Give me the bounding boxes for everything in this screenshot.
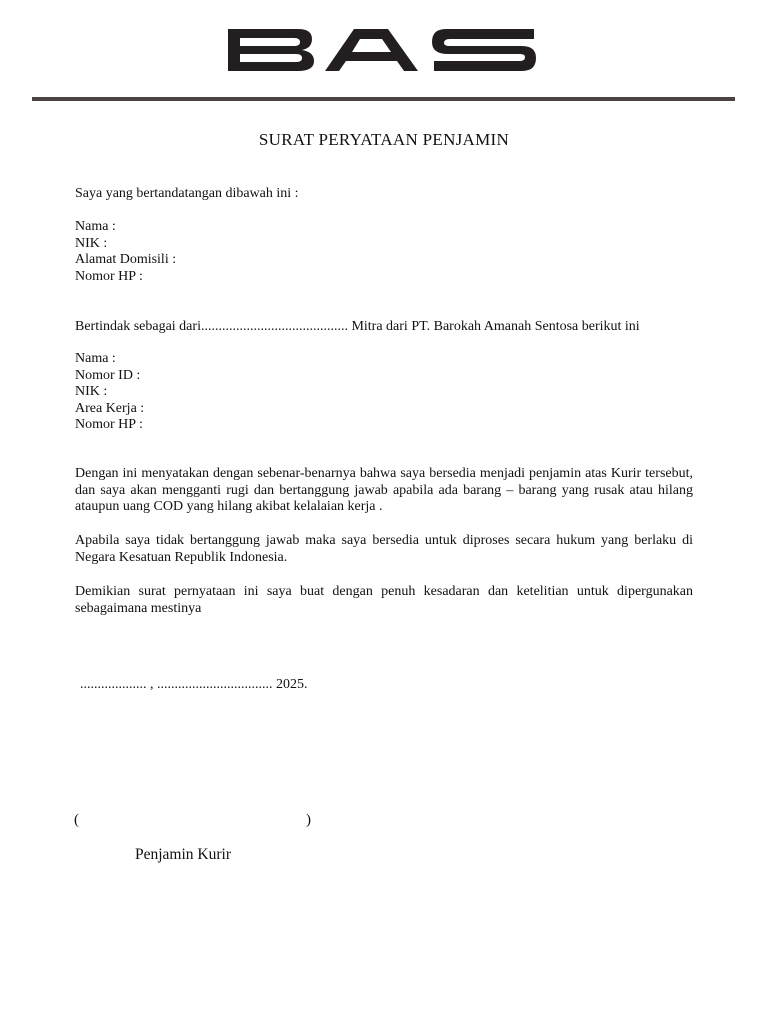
place-date-line: ................... , ................................. 2025. (80, 677, 308, 692)
statement-paragraph: Dengan ini menyatakan dengan sebenar-benarnya bahwa saya bersedia menjadi penjamin atas Kurir tersebut, dan saya akan mengganti rugi dan bertanggung jawab apabila ada barang – barang yang rusak atau hilang ataupun uang COD yang hilang akibat kelalaian kerja . (75, 466, 693, 514)
field-nama: Nama : (75, 351, 116, 366)
field-nomor-hp: Nomor HP : (75, 268, 143, 284)
acting-as-text: Bertindak sebagai dari.......................................... Mitra dari PT. Barokah Amanah Sentosa berikut ini (75, 319, 640, 334)
field-nik: NIK : (75, 384, 108, 399)
field-nomor-id: Nomor ID : (75, 367, 141, 383)
closing-paragraph: Demikian surat pernyataan ini saya buat dengan penuh kesadaran dan ketelitian untuk dipergunakan sebagaimana mestinya (75, 584, 693, 616)
field-nama: Nama : (75, 219, 116, 234)
courier-fields (75, 351, 144, 434)
bas-logo (222, 27, 540, 73)
signature-close-paren: ) (306, 812, 311, 828)
intro-text: Saya yang bertandatangan dibawah ini : (75, 186, 299, 201)
document-title: SURAT PERYATAAN PENJAMIN (258, 130, 510, 149)
signer-label: Penjamin Kurir (135, 846, 231, 863)
legal-paragraph: Apabila saya tidak bertanggung jawab maka saya bersedia untuk diproses secara hukum yang berlaku di Negara Kesatuan Republik Indonesia. (75, 533, 693, 565)
field-alamat-domisili: Alamat Domisili : (75, 252, 177, 267)
field-nik: NIK : (75, 235, 108, 251)
signature-open-paren: ( (74, 812, 79, 828)
header-rule (32, 97, 735, 101)
field-nomor-hp: Nomor HP : (75, 417, 143, 432)
field-area-kerja: Area Kerja : (75, 400, 145, 416)
guarantor-fields (75, 219, 176, 285)
